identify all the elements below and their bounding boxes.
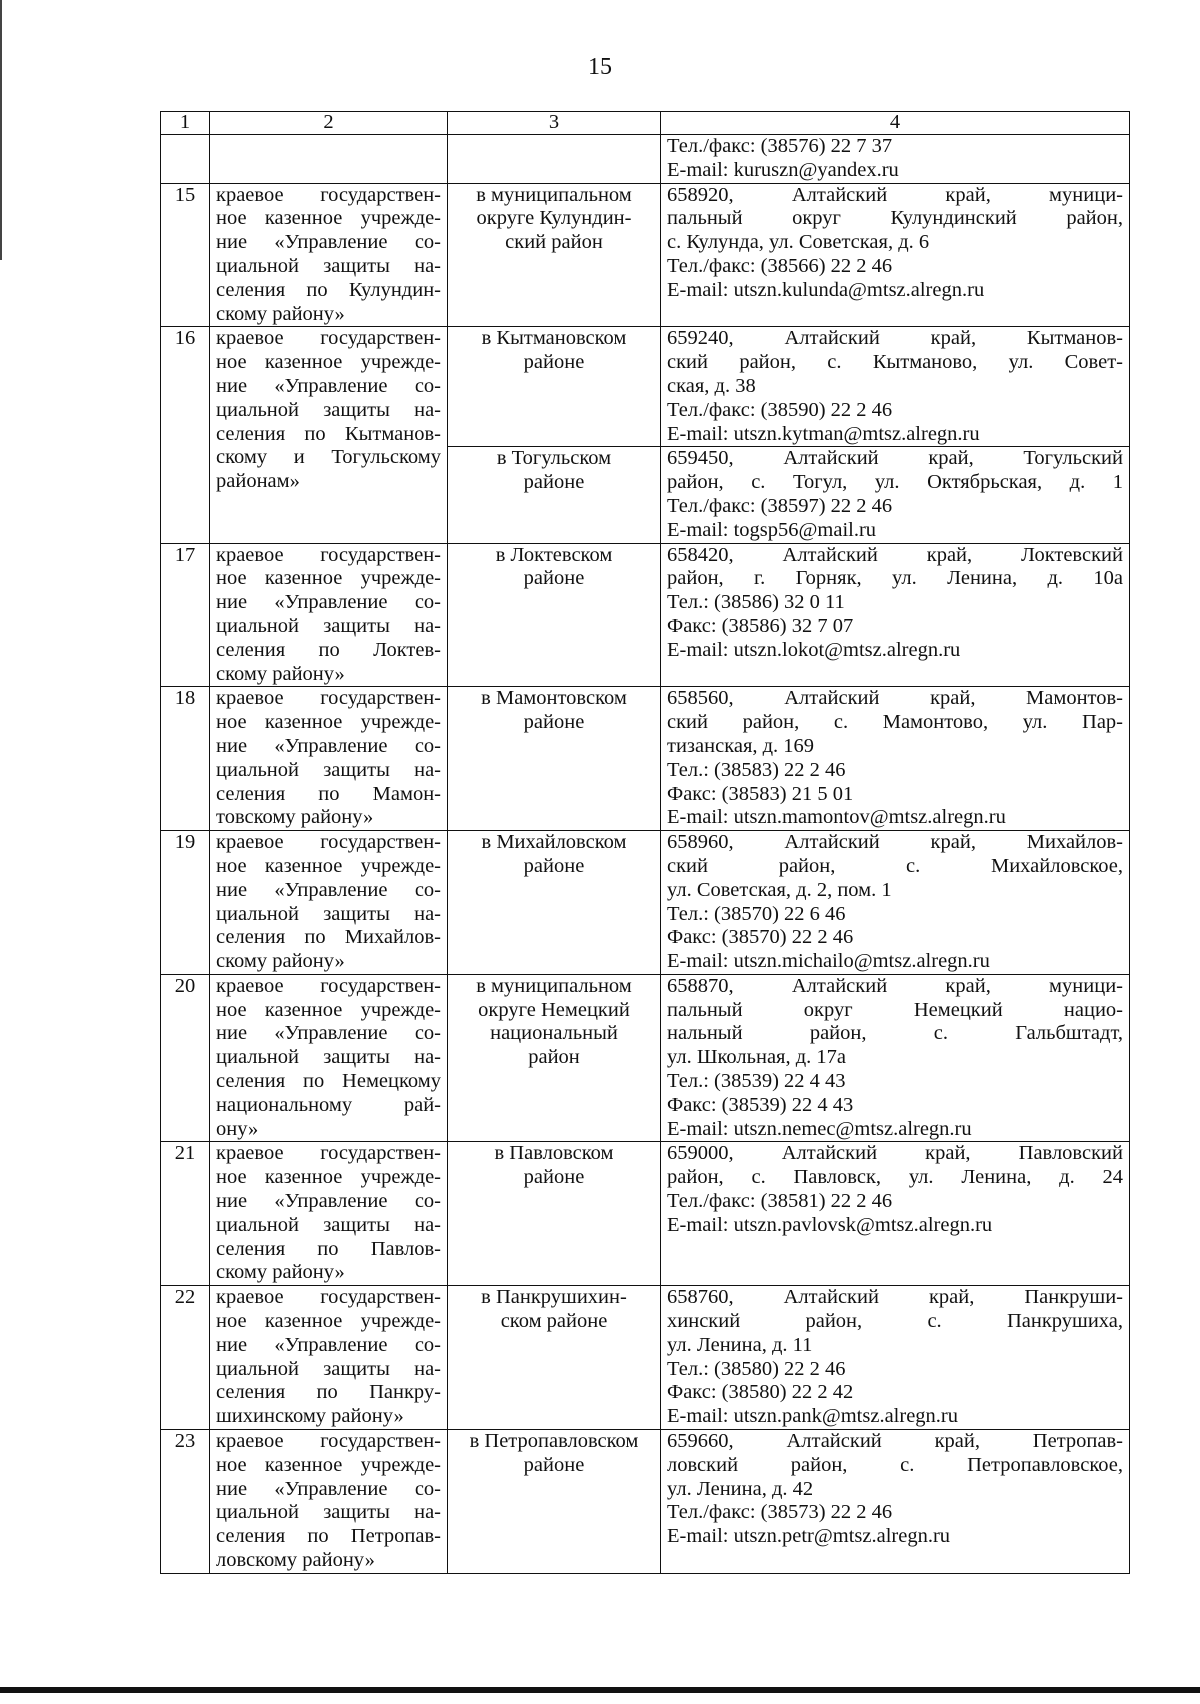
continuation-num-cell (161, 135, 210, 184)
territory-line: районе (523, 1453, 585, 1476)
organization-line: ловскому району» (216, 1549, 375, 1572)
contact-line: 658870, Алтайский край, муници- (667, 974, 1123, 997)
contact-line: район, с. Павловск, ул. Ленина, д. 24 (667, 1166, 1123, 1189)
continuation-row (161, 135, 1130, 184)
territory-line: район (528, 1046, 580, 1069)
contact-line: пальный округ Кулундинский район, (667, 207, 1123, 230)
row-number: 22 (174, 1286, 196, 1309)
territory-line: в Петропавловском (469, 1430, 639, 1453)
territory-line: районе (523, 854, 585, 877)
contact-line: E-mail: utszn.mamontov@mtsz.alregn.ru (667, 806, 1006, 829)
table-row (161, 543, 1130, 687)
territory-line: в Локтевском (495, 543, 613, 566)
organization-line: скому и Тогульскому (216, 446, 441, 469)
organization-cell (210, 543, 448, 687)
organization-line: селения по Немецкому (216, 1070, 441, 1093)
contact-line: Тел./факс: (38597) 22 2 46 (667, 494, 893, 517)
organization-line: краевое государствен- (216, 687, 441, 710)
territory-line: районе (523, 471, 585, 494)
contact-line: 659000, Алтайский край, Павловский (667, 1142, 1123, 1165)
organization-line: товскому району» (216, 806, 374, 829)
table-row (161, 831, 1130, 975)
contact-line: ский район, с. Михайловское, (667, 854, 1123, 877)
organization-line: ние «Управление со- (216, 1190, 441, 1213)
organization-line: ное казенное учрежде- (216, 351, 441, 374)
contact-line: Тел.: (38586) 32 0 11 (667, 591, 845, 614)
organization-line: ное казенное учрежде- (216, 207, 441, 230)
column-header-3: 3 (448, 112, 661, 135)
contact-line: Факс: (38586) 32 7 07 (667, 614, 854, 637)
organization-line: ние «Управление со- (216, 878, 441, 901)
organization-line: циальной защиты на- (216, 1357, 441, 1380)
contact-line: 659660, Алтайский край, Петропав- (667, 1430, 1123, 1453)
contact-line: ул. Ленина, д. 11 (667, 1333, 813, 1356)
contact-line: 658560, Алтайский край, Мамонтов- (667, 687, 1123, 710)
table-row (161, 1430, 1130, 1574)
row-number-cell (161, 687, 210, 831)
territory-cell (448, 327, 661, 447)
row-number: 17 (174, 543, 196, 566)
organization-line: ние «Управление со- (216, 1477, 441, 1500)
table-row (161, 327, 1130, 447)
organization-line: ное казенное учрежде- (216, 854, 441, 877)
contact-line: E-mail: utszn.kulunda@mtsz.alregn.ru (667, 278, 985, 301)
territory-cell (448, 543, 661, 687)
organization-cell (210, 1142, 448, 1286)
organization-line: скому району» (216, 662, 345, 685)
organization-line: ное казенное учрежде- (216, 1453, 441, 1476)
contact-line: тизанская, д. 169 (667, 734, 815, 757)
contact-line: район, г. Горняк, ул. Ленина, д. 10а (667, 567, 1123, 590)
row-number-cell (161, 831, 210, 975)
row-number: 15 (174, 183, 196, 206)
territory-line: районе (523, 1166, 585, 1189)
organization-line: скому району» (216, 1261, 345, 1284)
row-number-cell (161, 327, 210, 543)
territory-line: в муниципальном (476, 974, 632, 997)
territory-cell (448, 1286, 661, 1430)
row-number: 19 (174, 831, 196, 854)
territory-line: в Кытмановском (481, 327, 627, 350)
contact-line: E-mail: utszn.pavlovsk@mtsz.alregn.ru (667, 1213, 993, 1236)
scan-edge-mark (0, 0, 2, 260)
header-row (161, 112, 1130, 135)
organization-line: краевое государствен- (216, 1286, 441, 1309)
contacts-cell (661, 447, 1130, 543)
contact-line: Тел.: (38583) 22 2 46 (667, 758, 846, 781)
contact-line: нальный район, с. Гальбштадт, (667, 1022, 1123, 1045)
table-row (161, 687, 1130, 831)
contacts-cell (661, 1430, 1130, 1574)
contacts-cell (661, 687, 1130, 831)
organization-line: циальной защиты на- (216, 614, 441, 637)
territory-cell (448, 1142, 661, 1286)
continuation-org-cell (210, 135, 448, 184)
organization-cell (210, 1430, 448, 1574)
row-number-cell (161, 1142, 210, 1286)
organization-line: селения по Михайлов- (216, 926, 441, 949)
territory-cell (448, 687, 661, 831)
territory-line: в Мамонтовском (481, 687, 627, 710)
organization-line: шихинскому району» (216, 1405, 404, 1428)
contacts-cell (661, 1286, 1130, 1430)
territory-line: национальный (490, 1022, 618, 1045)
organization-line: краевое государствен- (216, 1430, 441, 1453)
contact-line: E-mail: kuruszn@yandex.ru (667, 158, 899, 181)
contacts-cell (661, 1142, 1130, 1286)
continuation-territory-cell (448, 135, 661, 184)
contact-line: хинский район, с. Панкрушиха, (667, 1310, 1123, 1333)
territory-line: округе Немецкий (478, 998, 630, 1021)
territory-cell (448, 831, 661, 975)
contact-line: Тел./факс: (38573) 22 2 46 (667, 1501, 893, 1524)
table-body (161, 135, 1130, 1574)
territory-line: в Тогульском (496, 447, 612, 470)
row-number-cell (161, 1286, 210, 1430)
column-header-1: 1 (161, 112, 210, 135)
contacts-cell (661, 327, 1130, 447)
organization-cell (210, 831, 448, 975)
contact-line: 659450, Алтайский край, Тогульский (667, 447, 1123, 470)
organization-line: ное казенное учрежде- (216, 711, 441, 734)
contact-line: E-mail: utszn.kytman@mtsz.alregn.ru (667, 422, 980, 445)
organization-line: циальной защиты на- (216, 398, 441, 421)
organization-line: циальной защиты на- (216, 758, 441, 781)
organization-line: циальной защиты на- (216, 254, 441, 277)
contact-line: ул. Ленина, д. 42 (667, 1477, 814, 1500)
contact-line: 659240, Алтайский край, Кытманов- (667, 327, 1123, 350)
organization-line: ние «Управление со- (216, 1022, 441, 1045)
organization-line: селения по Кулундин- (216, 278, 441, 301)
territory-line: районе (523, 351, 585, 374)
organization-line: ние «Управление со- (216, 231, 441, 254)
territory-line: ский район (505, 231, 603, 254)
contact-line: E-mail: utszn.petr@mtsz.alregn.ru (667, 1525, 951, 1548)
contacts-cell (661, 974, 1130, 1142)
row-number: 16 (174, 327, 196, 350)
contact-line: Тел./факс: (38576) 22 7 37 (667, 135, 893, 157)
table-row (161, 1286, 1130, 1430)
table-row (161, 183, 1130, 327)
organization-line: селения по Петропав- (216, 1525, 441, 1548)
territory-cell (448, 1430, 661, 1574)
table-row (161, 1142, 1130, 1286)
row-number-cell (161, 543, 210, 687)
organization-line: селения по Мамон- (216, 782, 441, 805)
organization-line: ное казенное учрежде- (216, 998, 441, 1021)
contact-line: E-mail: utszn.lokot@mtsz.alregn.ru (667, 638, 961, 661)
row-number-cell (161, 183, 210, 327)
organization-cell (210, 974, 448, 1142)
organization-line: циальной защиты на- (216, 1501, 441, 1524)
contact-line: E-mail: utszn.michailo@mtsz.alregn.ru (667, 950, 990, 973)
row-number: 20 (174, 974, 196, 997)
continuation-contacts-cell (661, 135, 1130, 184)
contact-line: E-mail: togsp56@mail.ru (667, 518, 877, 541)
contact-line: ский район, с. Мамонтово, ул. Пар- (667, 711, 1123, 734)
organization-cell (210, 327, 448, 543)
organization-line: селения по Панкру- (216, 1381, 441, 1404)
contacts-cell (661, 543, 1130, 687)
page-number: 15 (588, 54, 612, 80)
contacts-cell (661, 183, 1130, 327)
organization-line: ние «Управление со- (216, 1333, 441, 1356)
organization-line: районам» (216, 470, 300, 493)
organization-line: ное казенное учрежде- (216, 1166, 441, 1189)
organization-line: национальному рай- (216, 1093, 441, 1116)
contact-line: район, с. Тогул, ул. Октябрьская, д. 1 (667, 471, 1123, 494)
row-number: 23 (174, 1430, 196, 1453)
contact-line: E-mail: utszn.pank@mtsz.alregn.ru (667, 1405, 958, 1428)
organization-line: селения по Локтев- (216, 638, 441, 661)
territory-line: районе (523, 567, 585, 590)
contact-line: Тел.: (38539) 22 4 43 (667, 1070, 846, 1093)
territory-line: в муниципальном (476, 183, 632, 206)
organization-line: ону» (216, 1117, 259, 1140)
column-header-4: 4 (661, 112, 1130, 135)
territory-cell (448, 974, 661, 1142)
territory-line: в Михайловском (481, 831, 627, 854)
organization-line: ние «Управление со- (216, 734, 441, 757)
organization-line: краевое государствен- (216, 831, 441, 854)
contact-line: 658760, Алтайский край, Панкруши- (667, 1286, 1123, 1309)
organization-cell (210, 183, 448, 327)
organization-line: ное казенное учрежде- (216, 567, 441, 590)
organization-line: циальной защиты на- (216, 902, 441, 925)
territory-line: районе (523, 711, 585, 734)
contact-line: 658920, Алтайский край, муници- (667, 183, 1123, 206)
contact-line: ская, д. 38 (667, 374, 756, 397)
contact-line: ский район, с. Кытманово, ул. Совет- (667, 351, 1123, 374)
contact-line: пальный округ Немецкий нацио- (667, 998, 1123, 1021)
contact-line: E-mail: utszn.nemec@mtsz.alregn.ru (667, 1117, 972, 1140)
contact-line: 658960, Алтайский край, Михайлов- (667, 831, 1123, 854)
contact-line: Тел./факс: (38581) 22 2 46 (667, 1190, 893, 1213)
organization-line: селения по Кытманов- (216, 422, 441, 445)
contact-line: 658420, Алтайский край, Локтевский (667, 543, 1123, 566)
contact-line: Факс: (38570) 22 2 46 (667, 926, 854, 949)
organization-line: селения по Павлов- (216, 1237, 441, 1260)
organization-line: ние «Управление со- (216, 374, 441, 397)
organization-line: ние «Управление со- (216, 591, 441, 614)
row-number-cell (161, 974, 210, 1142)
contact-line: Факс: (38539) 22 4 43 (667, 1093, 854, 1116)
contact-line: ул. Школьная, д. 17а (667, 1046, 847, 1069)
row-number: 18 (174, 687, 196, 710)
organization-cell (210, 1286, 448, 1430)
organization-line: краевое государствен- (216, 974, 441, 997)
contact-line: Факс: (38583) 21 5 01 (667, 782, 854, 805)
contact-line: ул. Советская, д. 2, пом. 1 (667, 878, 892, 901)
organization-line: краевое государствен- (216, 327, 441, 350)
territory-line: округе Кулундин- (476, 207, 632, 230)
contacts-cell (661, 831, 1130, 975)
contact-line: с. Кулунда, ул. Советская, д. 6 (667, 231, 930, 254)
organization-line: ное казенное учрежде- (216, 1310, 441, 1333)
row-number-cell (161, 1430, 210, 1574)
territory-line: в Панкрушихин- (481, 1286, 627, 1309)
contact-line: ловский район, с. Петропавловское, (667, 1453, 1123, 1476)
organization-line: краевое государствен- (216, 543, 441, 566)
row-number: 21 (174, 1142, 196, 1165)
organization-line: циальной защиты на- (216, 1213, 441, 1236)
contact-line: Тел.: (38570) 22 6 46 (667, 902, 846, 925)
contact-line: Тел.: (38580) 22 2 46 (667, 1357, 846, 1380)
organization-line: краевое государствен- (216, 183, 441, 206)
territory-cell (448, 447, 661, 543)
scan-bottom-border (0, 1687, 1200, 1693)
organization-cell (210, 687, 448, 831)
organization-line: скому району» (216, 950, 345, 973)
organization-line: циальной защиты на- (216, 1046, 441, 1069)
registry-table (160, 111, 1130, 1574)
column-header-2: 2 (210, 112, 448, 135)
contact-line: Факс: (38580) 22 2 42 (667, 1381, 854, 1404)
territory-line: ском районе (500, 1310, 608, 1333)
table-row (161, 974, 1130, 1142)
territory-cell (448, 183, 661, 327)
organization-line: краевое государствен- (216, 1142, 441, 1165)
organization-line: скому району» (216, 302, 345, 325)
territory-line: в Павловском (494, 1142, 614, 1165)
contact-line: Тел./факс: (38566) 22 2 46 (667, 254, 893, 277)
contact-line: Тел./факс: (38590) 22 2 46 (667, 398, 893, 421)
